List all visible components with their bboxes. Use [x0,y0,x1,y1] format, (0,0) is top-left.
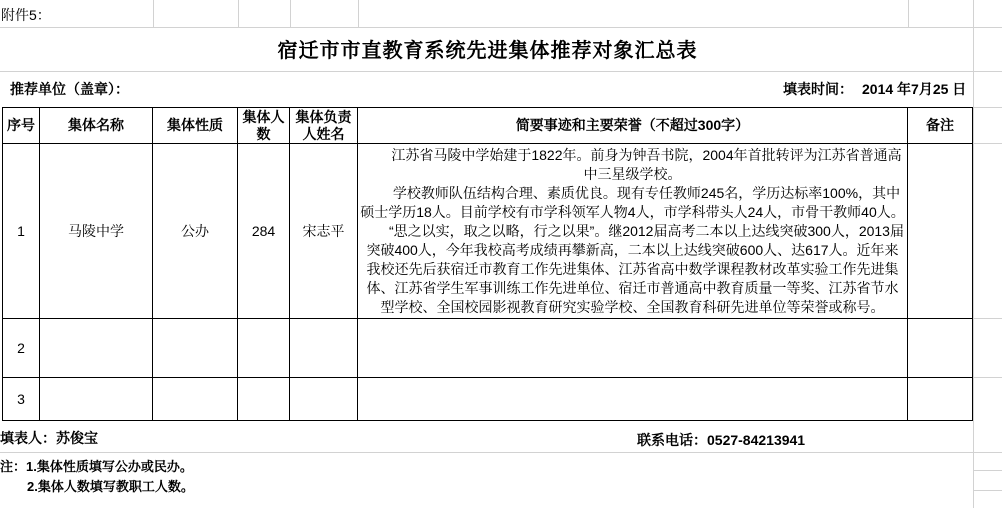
cell-name[interactable]: 马陵中学 [40,144,153,319]
deeds-paragraph-3: “思之以实，取之以略，行之以果”。继2012届高考二本以上达线突破300人，2013届突破400人，今年我校高考成绩再攀新高，二本以上达线突破600人、达617人。近年来我校还先后获宿迁市教育工作先进集体、江苏省高中数学课程教材改革实验工作先进集体、江苏省学生军事训练工作先进单位、宿迁市普通高中教育质量一等奖、江苏省节水型学校、全国校园影视教育研究实验学校、全国教育科研先进单位等荣誉或称号。 [366,222,904,315]
col-header-deeds[interactable]: 简要事迹和主要荣誉（不超过300字） [358,108,908,144]
cell-deeds[interactable] [358,144,908,319]
header-row [3,108,973,144]
fill-time-label: 填表时间： [783,81,853,97]
gridline-col-e [358,0,359,28]
deeds-paragraph-1: 江苏省马陵中学始建于1822年。前身为钟吾书院，2004年首批转评为江苏省普通高中三星级学校。 [391,146,902,182]
cell-remark[interactable] [908,378,973,421]
col-header-seq[interactable]: 序号 [3,108,40,144]
col-header-nature[interactable]: 集体性质 [153,108,238,144]
cell-leader[interactable]: 宋志平 [290,144,358,319]
cell-staff-count[interactable]: 284 [238,144,290,319]
fill-time-value: 2014 年7月25 日 [862,81,967,97]
cell-seq[interactable]: 3 [3,378,40,421]
cell-deeds[interactable] [358,319,908,378]
page-title: 宿迁市市直教育系统先进集体推荐对象汇总表 [277,40,698,62]
gridline-col-c [238,0,239,28]
gridline-col-f [908,0,909,28]
gridline-col-d [290,0,291,28]
col-header-name[interactable]: 集体名称 [40,108,153,144]
gridline-col-right-edge [973,0,974,508]
cell-leader[interactable] [290,378,358,421]
cell-deeds[interactable] [358,378,908,421]
gridline-stub-note1-bottom [973,470,1002,471]
summary-table [2,107,973,421]
contact-phone-label: 联系电话：0527-84213941 [637,432,806,448]
cell-nature[interactable] [153,378,238,421]
cell-name[interactable] [40,319,153,378]
gridline-row-title-bottom [0,71,1002,72]
recommend-unit-label: 推荐单位（盖章）： [10,81,129,97]
col-header-remark[interactable]: 备注 [908,108,973,144]
note-line-2: 2.集体人数填写教职工人数。 [27,479,194,494]
cell-nature[interactable]: 公办 [153,144,238,319]
cell-name[interactable] [40,378,153,421]
table-row-3 [3,378,973,421]
cell-seq[interactable]: 1 [3,144,40,319]
gridline-stub-row2-bottom [973,377,1002,378]
gridline-stub-note2-bottom [973,490,1002,491]
gridline-row-top [0,27,1002,28]
cell-leader[interactable] [290,319,358,378]
deeds-paragraph-2: 学校教师队伍结构合理、素质优良。现有专任教师245名，学历达标率100%，其中硕士学历18人。目前学校有市学科领军人物4人，市学科带头人24人，市骨干教师40人。 [360,184,905,220]
cell-remark[interactable] [908,319,973,378]
filler-name-label: 填表人：苏俊宝 [0,430,98,446]
cell-seq[interactable]: 2 [3,319,40,378]
table-row-2 [3,319,973,378]
cell-remark[interactable] [908,144,973,319]
cell-staff-count[interactable] [238,378,290,421]
gridline-row-filler-bottom [0,452,1002,453]
col-header-staff-count[interactable]: 集体人数 [238,108,290,144]
fill-time [783,79,966,99]
cell-nature[interactable] [153,319,238,378]
cell-staff-count[interactable] [238,319,290,378]
col-header-leader[interactable]: 集体负责人姓名 [290,108,358,144]
attachment-label: 附件5： [1,7,51,23]
gridline-stub-row1-bottom [973,318,1002,319]
note-line-1: 注：1.集体性质填写公办或民办。 [0,459,193,474]
gridline-stub-header-top [973,107,1002,108]
gridline-stub-header-bottom [973,143,1002,144]
table-row-1 [3,144,973,319]
gridline-col-b [153,0,154,28]
